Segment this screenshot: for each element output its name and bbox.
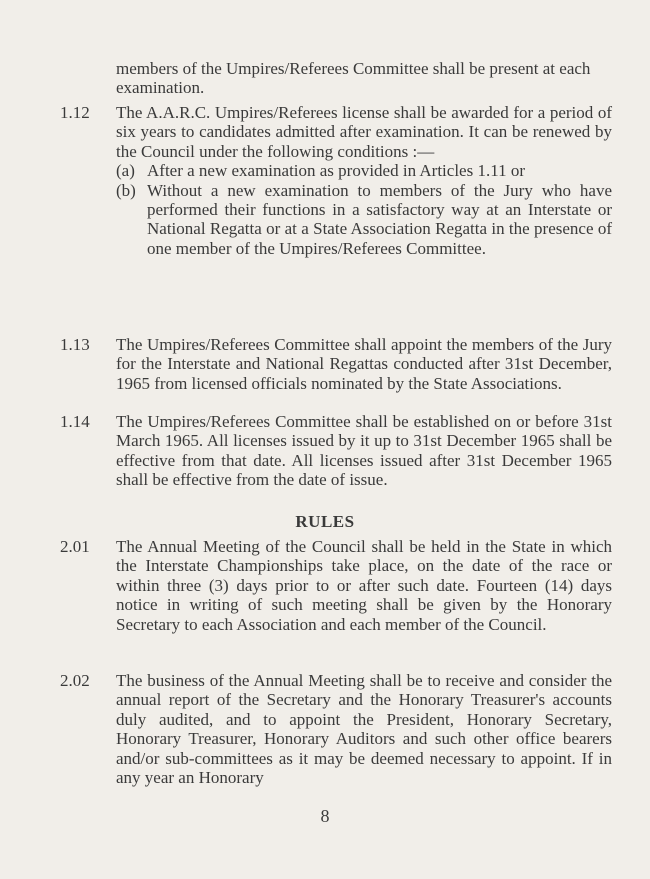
section-heading: RULES bbox=[295, 512, 355, 531]
clause-text: The business of the Annual Meeting shall be to receive and consider the annual report of the Secretary and the Honorary Treasurer's accounts duly audited, and to appoint the President, Honorary Secretary, Honorary Treasurer, Honorary Auditors and such other office bearers and/or sub-committees as it may be deemed necessary to appoint. If in any year an Honorary bbox=[116, 671, 612, 788]
sub-item-marker: (b) bbox=[116, 180, 136, 200]
clause-number: 1.13 bbox=[60, 335, 90, 354]
sub-item-marker: (a) bbox=[116, 161, 135, 181]
clause-number: 2.02 bbox=[60, 671, 90, 690]
clause-text: The A.A.R.C. Umpires/Referees license shall be awarded for a period of six years to candidates admitted after examination. It can be renewed by the Council under the following conditions :— bbox=[116, 103, 612, 161]
clause-text: The Umpires/Referees Committee shall appoint the members of the Jury for the Interstate and National Regattas conducted after 31st December, 1965 from licensed officials nominated by the State Associations. bbox=[116, 335, 612, 393]
sub-item-text: Without a new examination to members of the Jury who have performed their functions in a satisfactory way at an Interstate or National Regatta or at a State Association Regatta in the presence of one member of the Umpires/Referees Committee. bbox=[147, 180, 612, 258]
sub-item-text: After a new examination as provided in Articles 1.11 or bbox=[147, 161, 525, 181]
clause-2-01 bbox=[60, 537, 612, 634]
clause-text: The Annual Meeting of the Council shall be held in the State in which the Interstate Championships take place, on the date of the race or within three (3) days prior to or after such date. Fourteen (14) days notice in writing of such meeting shall be given by the Honorary Secretary to each Association and each member of the Council. bbox=[116, 537, 612, 634]
clause-2-02 bbox=[60, 671, 612, 787]
clause-1-14 bbox=[60, 412, 612, 490]
page-number: 8 bbox=[320, 806, 330, 826]
clause-number: 1.12 bbox=[60, 103, 90, 122]
sub-item-a bbox=[116, 161, 612, 180]
clause-text: The Umpires/Referees Committee shall be established on or before 31st March 1965. All licenses issued by it up to 31st December 1965 shall be effective from that date. All licenses issued after 31st December 1965 shall be effective from the date of issue. bbox=[116, 412, 612, 490]
clause-1-12 bbox=[60, 103, 612, 258]
continued-paragraph: members of the Umpires/Referees Committee shall be present at each examination. bbox=[116, 59, 591, 98]
clause-number: 2.01 bbox=[60, 537, 90, 556]
sub-item-b bbox=[116, 181, 612, 259]
clause-1-13 bbox=[60, 335, 612, 393]
clause-number: 1.14 bbox=[60, 412, 90, 431]
